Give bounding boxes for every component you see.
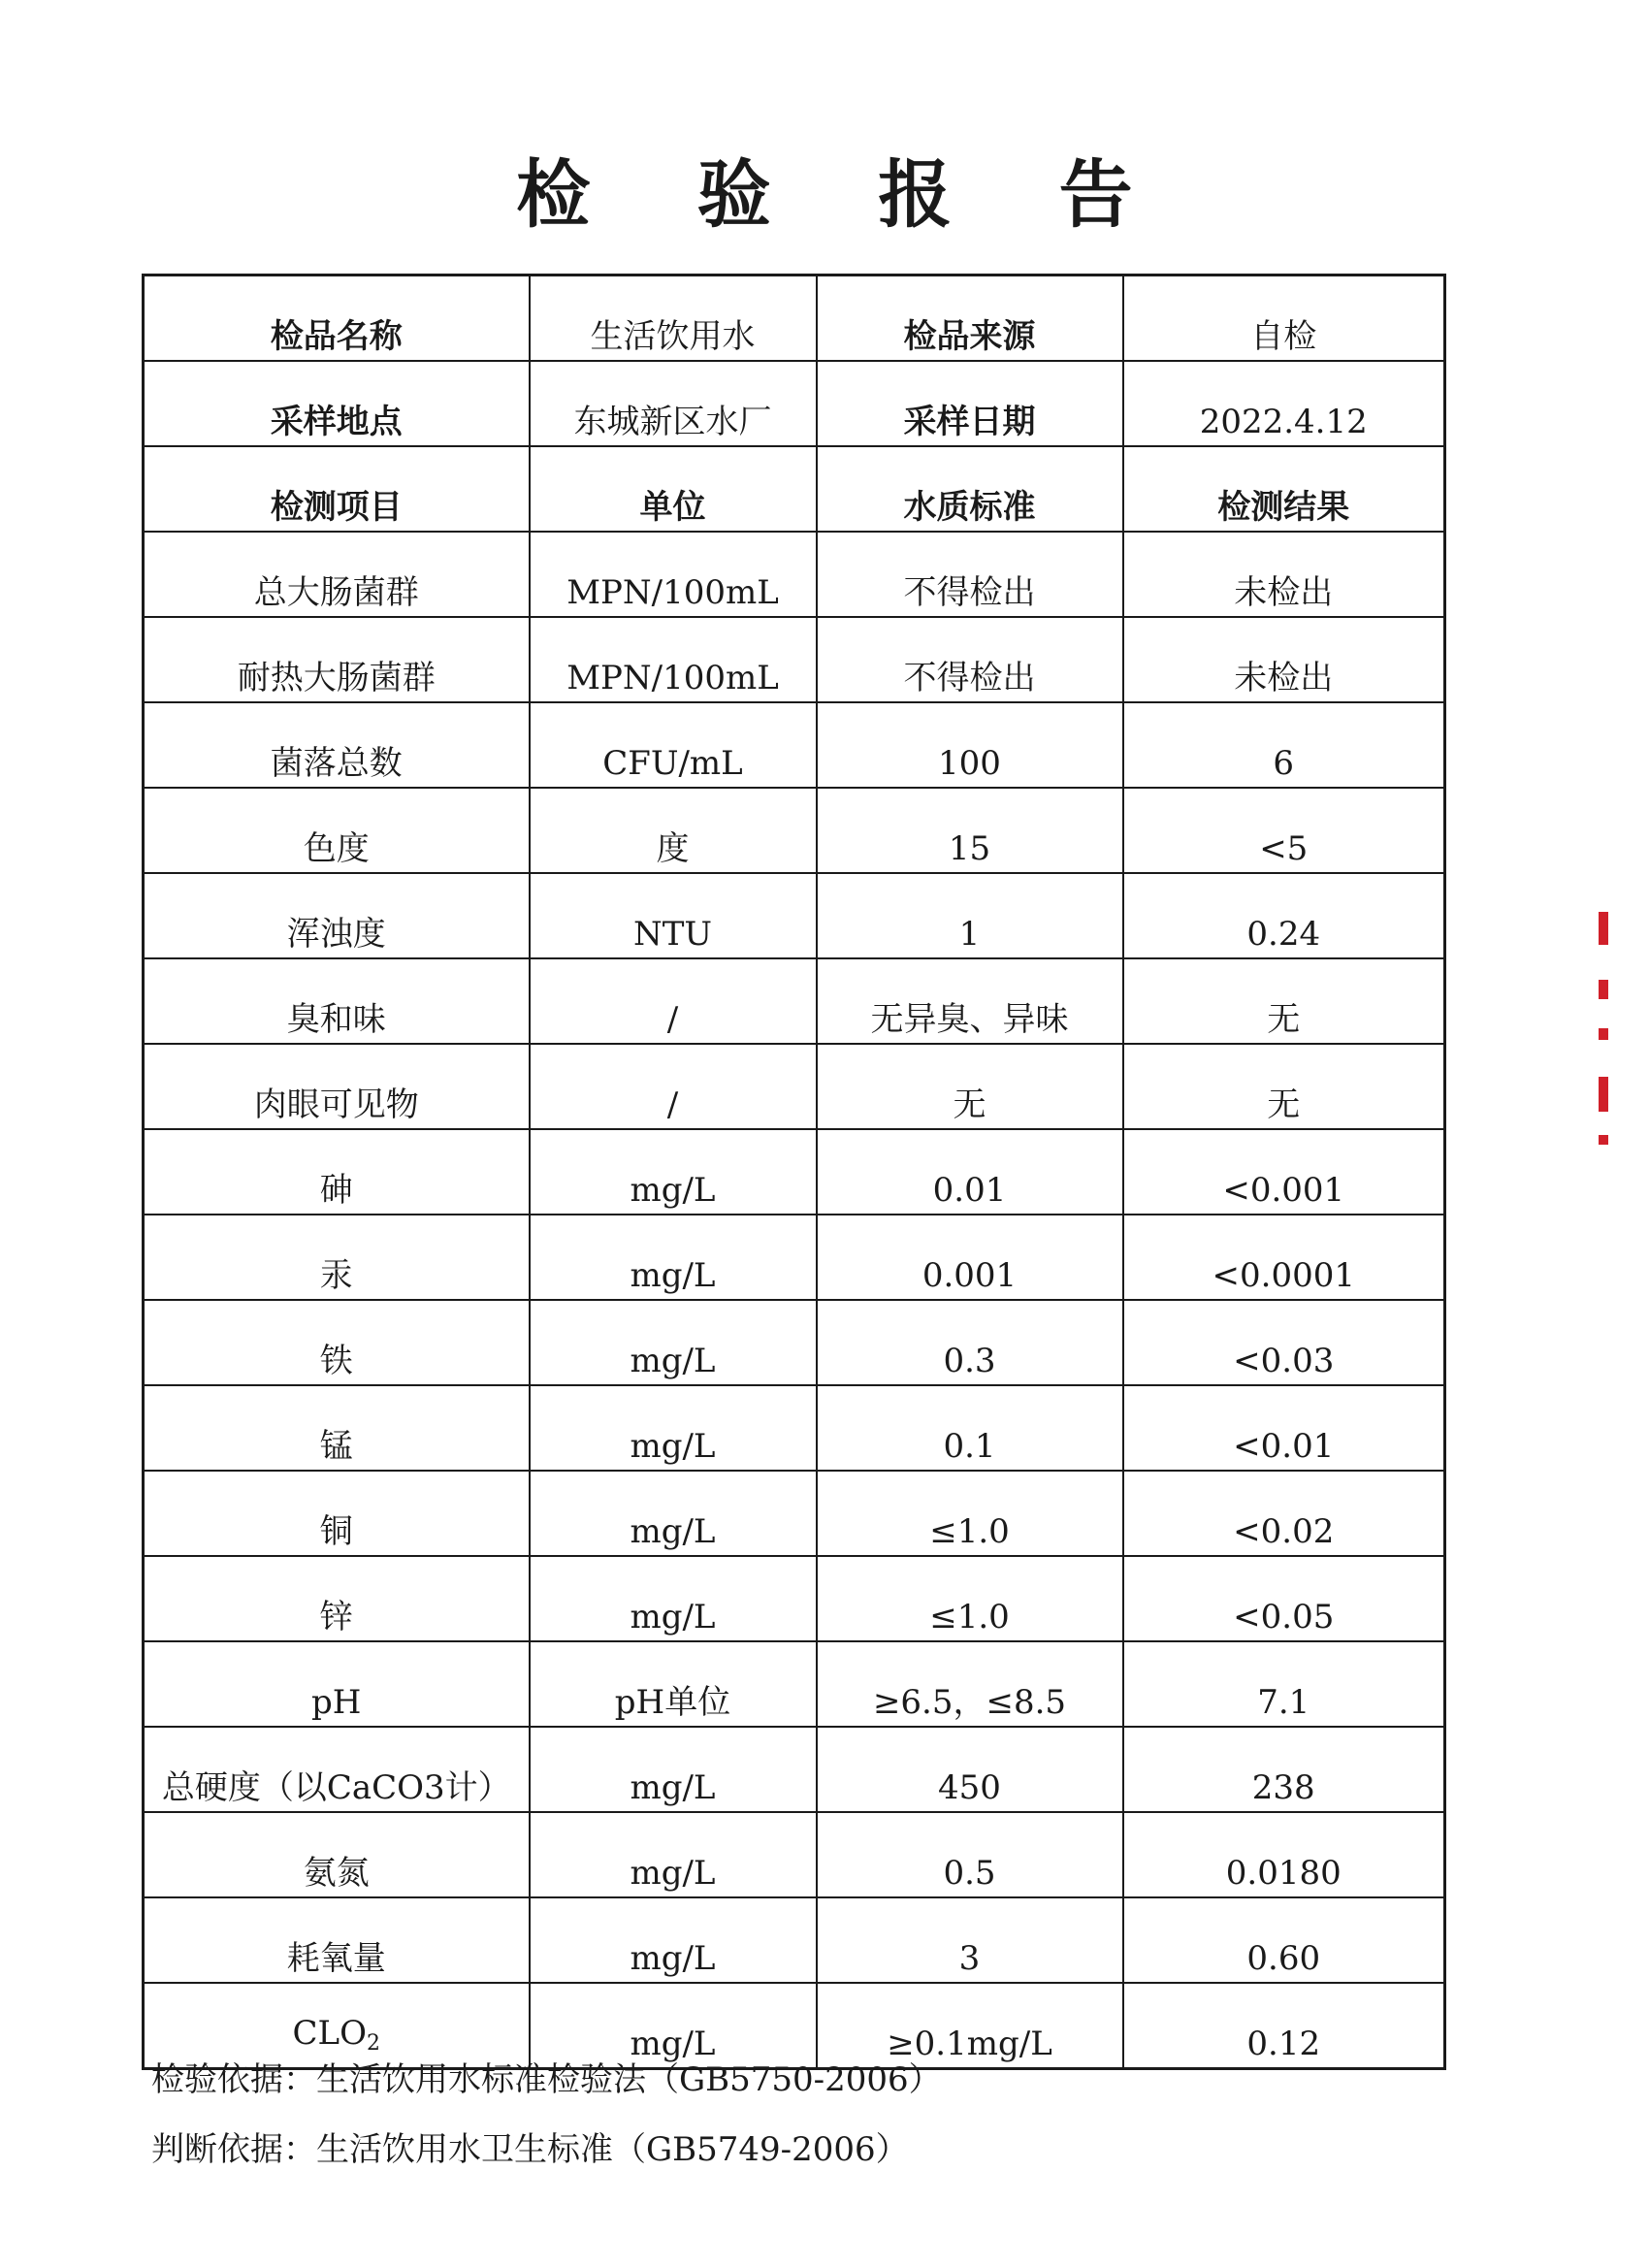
cell-unit: mg/L bbox=[530, 1129, 817, 1215]
sample-source-label: 检品来源 bbox=[817, 275, 1123, 362]
cell-standard: ≤1.0 bbox=[817, 1471, 1123, 1556]
table-row bbox=[144, 1129, 1445, 1215]
judgement-basis: 判断依据：生活饮用水卫生标准（GB5749-2006） bbox=[151, 2130, 909, 2169]
cell-result: 0.12 bbox=[1123, 1983, 1445, 2069]
table-row bbox=[144, 873, 1445, 958]
table-row bbox=[144, 617, 1445, 702]
col-header-result: 检测结果 bbox=[1123, 446, 1445, 532]
cell-result: <0.05 bbox=[1123, 1556, 1445, 1641]
cell-result: 未检出 bbox=[1123, 532, 1445, 617]
cell-standard: 无异臭、异味 bbox=[817, 958, 1123, 1044]
col-header-standard: 水质标准 bbox=[817, 446, 1123, 532]
cell-unit: mg/L bbox=[530, 1385, 817, 1471]
cell-unit: mg/L bbox=[530, 1727, 817, 1812]
col-header-item: 检测项目 bbox=[144, 446, 530, 532]
cell-standard: 0.01 bbox=[817, 1129, 1123, 1215]
cell-result: <0.03 bbox=[1123, 1300, 1445, 1385]
cell-unit: mg/L bbox=[530, 1300, 817, 1385]
cell-standard: 不得检出 bbox=[817, 532, 1123, 617]
sample-name-label: 检品名称 bbox=[144, 275, 530, 362]
cell-result: <0.001 bbox=[1123, 1129, 1445, 1215]
cell-standard: 0.5 bbox=[817, 1812, 1123, 1897]
cell-standard: 0.001 bbox=[817, 1215, 1123, 1300]
table-row bbox=[144, 1556, 1445, 1641]
table-row bbox=[144, 1471, 1445, 1556]
cell-item: 总大肠菌群 bbox=[144, 532, 530, 617]
sampling-date-value: 2022.4.12 bbox=[1123, 361, 1445, 446]
cell-standard: ≤1.0 bbox=[817, 1556, 1123, 1641]
cell-item: 氨氮 bbox=[144, 1812, 530, 1897]
stamp-mark bbox=[1599, 980, 1608, 999]
sample-source-value: 自检 bbox=[1123, 275, 1445, 362]
cell-result: 6 bbox=[1123, 702, 1445, 788]
cell-standard: 450 bbox=[817, 1727, 1123, 1812]
cell-item: 汞 bbox=[144, 1215, 530, 1300]
report-table bbox=[142, 274, 1446, 2070]
cell-unit: mg/L bbox=[530, 1983, 817, 2069]
cell-item: 锰 bbox=[144, 1385, 530, 1471]
cell-unit: mg/L bbox=[530, 1215, 817, 1300]
col-header-unit: 单位 bbox=[530, 446, 817, 532]
cell-result: 7.1 bbox=[1123, 1641, 1445, 1727]
cell-result: <0.0001 bbox=[1123, 1215, 1445, 1300]
cell-result: 238 bbox=[1123, 1727, 1445, 1812]
cell-result: <5 bbox=[1123, 788, 1445, 873]
red-stamp-edge bbox=[1599, 912, 1612, 1203]
sampling-site-value: 东城新区水厂 bbox=[530, 361, 817, 446]
table-row bbox=[144, 1215, 1445, 1300]
cell-standard: 无 bbox=[817, 1044, 1123, 1129]
sample-name-value: 生活饮用水 bbox=[530, 275, 817, 362]
cell-result: 0.60 bbox=[1123, 1897, 1445, 1983]
cell-result: 0.24 bbox=[1123, 873, 1445, 958]
report-table-body bbox=[144, 275, 1445, 2069]
cell-result: 无 bbox=[1123, 1044, 1445, 1129]
table-row bbox=[144, 1641, 1445, 1727]
table-row bbox=[144, 1897, 1445, 1983]
header-row-sample-name bbox=[144, 275, 1445, 362]
table-row bbox=[144, 1812, 1445, 1897]
cell-standard: 0.3 bbox=[817, 1300, 1123, 1385]
clo2-subscript: 2 bbox=[366, 2031, 380, 2056]
cell-standard: 0.1 bbox=[817, 1385, 1123, 1471]
cell-item: 色度 bbox=[144, 788, 530, 873]
cell-unit: mg/L bbox=[530, 1556, 817, 1641]
cell-standard: 3 bbox=[817, 1897, 1123, 1983]
cell-result: <0.02 bbox=[1123, 1471, 1445, 1556]
stamp-mark bbox=[1599, 912, 1608, 945]
cell-item: 铜 bbox=[144, 1471, 530, 1556]
table-row bbox=[144, 958, 1445, 1044]
table-row bbox=[144, 1727, 1445, 1812]
cell-item: 铁 bbox=[144, 1300, 530, 1385]
table-row bbox=[144, 788, 1445, 873]
cell-standard: 100 bbox=[817, 702, 1123, 788]
sampling-site-label: 采样地点 bbox=[144, 361, 530, 446]
cell-item: 锌 bbox=[144, 1556, 530, 1641]
inspection-basis: 检验依据：生活饮用水标准检验法（GB5750-2006） bbox=[151, 2060, 942, 2099]
cell-unit: CFU/mL bbox=[530, 702, 817, 788]
cell-item: 耐热大肠菌群 bbox=[144, 617, 530, 702]
cell-item: 总硬度（以CaCO3计） bbox=[144, 1727, 530, 1812]
table-row bbox=[144, 1385, 1445, 1471]
cell-unit: mg/L bbox=[530, 1812, 817, 1897]
stamp-mark bbox=[1599, 1135, 1608, 1145]
cell-unit: / bbox=[530, 958, 817, 1044]
column-header-row bbox=[144, 446, 1445, 532]
table-row bbox=[144, 1300, 1445, 1385]
cell-unit: NTU bbox=[530, 873, 817, 958]
cell-item: 浑浊度 bbox=[144, 873, 530, 958]
cell-item: 耗氧量 bbox=[144, 1897, 530, 1983]
cell-result: 0.0180 bbox=[1123, 1812, 1445, 1897]
clo2-base: CLO bbox=[292, 2014, 367, 2053]
report-title: 检 验 报 告 bbox=[516, 151, 1174, 238]
cell-item: 菌落总数 bbox=[144, 702, 530, 788]
stamp-mark bbox=[1599, 1077, 1608, 1112]
cell-standard: ≥6.5，≤8.5 bbox=[817, 1641, 1123, 1727]
cell-standard: 不得检出 bbox=[817, 617, 1123, 702]
table-row bbox=[144, 702, 1445, 788]
cell-unit: mg/L bbox=[530, 1897, 817, 1983]
cell-unit: mg/L bbox=[530, 1471, 817, 1556]
header-row-sampling-site bbox=[144, 361, 1445, 446]
cell-result: <0.01 bbox=[1123, 1385, 1445, 1471]
cell-unit: / bbox=[530, 1044, 817, 1129]
table-row bbox=[144, 532, 1445, 617]
cell-standard: 15 bbox=[817, 788, 1123, 873]
cell-standard: 1 bbox=[817, 873, 1123, 958]
cell-item: 肉眼可见物 bbox=[144, 1044, 530, 1129]
stamp-mark bbox=[1599, 1028, 1608, 1040]
table-row bbox=[144, 1044, 1445, 1129]
cell-unit: MPN/100mL bbox=[530, 617, 817, 702]
cell-item: pH bbox=[144, 1641, 530, 1727]
cell-result: 未检出 bbox=[1123, 617, 1445, 702]
cell-item: 砷 bbox=[144, 1129, 530, 1215]
cell-standard: ≥0.1mg/L bbox=[817, 1983, 1123, 2069]
cell-unit: 度 bbox=[530, 788, 817, 873]
cell-unit: pH单位 bbox=[530, 1641, 817, 1727]
sampling-date-label: 采样日期 bbox=[817, 361, 1123, 446]
cell-item: 臭和味 bbox=[144, 958, 530, 1044]
cell-unit: MPN/100mL bbox=[530, 532, 817, 617]
cell-result: 无 bbox=[1123, 958, 1445, 1044]
